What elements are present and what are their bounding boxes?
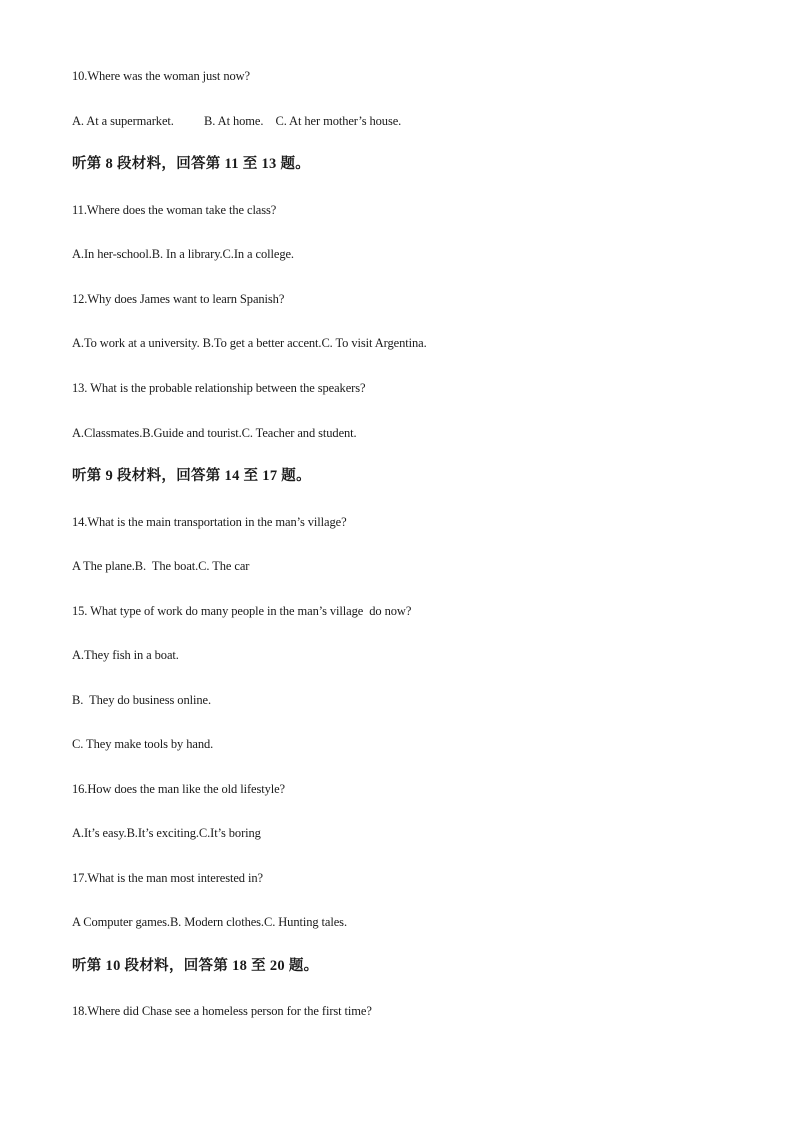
question-17: 17.What is the man most interested in?: [72, 871, 263, 885]
question-15-option-c: C. They make tools by hand.: [72, 737, 214, 751]
question-11-options: A.In her-school.B. In a library.C.In a college.: [72, 247, 294, 261]
question-17-options: A Computer games.B. Modern clothes.C. Hunting tales.: [72, 915, 347, 929]
question-15: 15. What type of work do many people in the man’s village do now?: [72, 604, 412, 618]
question-14-options: A The plane.B. The boat.C. The car: [72, 559, 250, 573]
question-11: 11.Where does the woman take the class?: [72, 203, 277, 217]
section-heading-9: 听第 9 段材料，回答第 14 至 17 题。: [72, 468, 311, 484]
question-14: 14.What is the main transportation in the man’s village?: [72, 515, 347, 529]
section-heading-10: 听第 10 段材料，回答第 18 至 20 题。: [72, 958, 319, 974]
question-13-options: A.Classmates.B.Guide and tourist.C. Teacher and student.: [72, 426, 357, 440]
question-10-options: A. At a supermarket. B. At home. C. At her mother’s house.: [72, 114, 402, 128]
question-16: 16.How does the man like the old lifestyle?: [72, 782, 286, 796]
question-15-option-b: B. They do business online.: [72, 693, 211, 707]
question-18: 18.Where did Chase see a homeless person for the first time?: [72, 1004, 372, 1018]
question-10: 10.Where was the woman just now?: [72, 69, 251, 83]
question-12-options: A.To work at a university. B.To get a better accent.C. To visit Argentina.: [72, 336, 427, 350]
question-15-option-a: A.They fish in a boat.: [72, 648, 179, 662]
section-heading-8: 听第 8 段材料，回答第 11 至 13 题。: [72, 156, 311, 172]
question-16-options: A.It’s easy.B.It’s exciting.C.It’s boring: [72, 826, 261, 840]
question-12: 12.Why does James want to learn Spanish?: [72, 292, 285, 306]
question-13: 13. What is the probable relationship between the speakers?: [72, 381, 366, 395]
